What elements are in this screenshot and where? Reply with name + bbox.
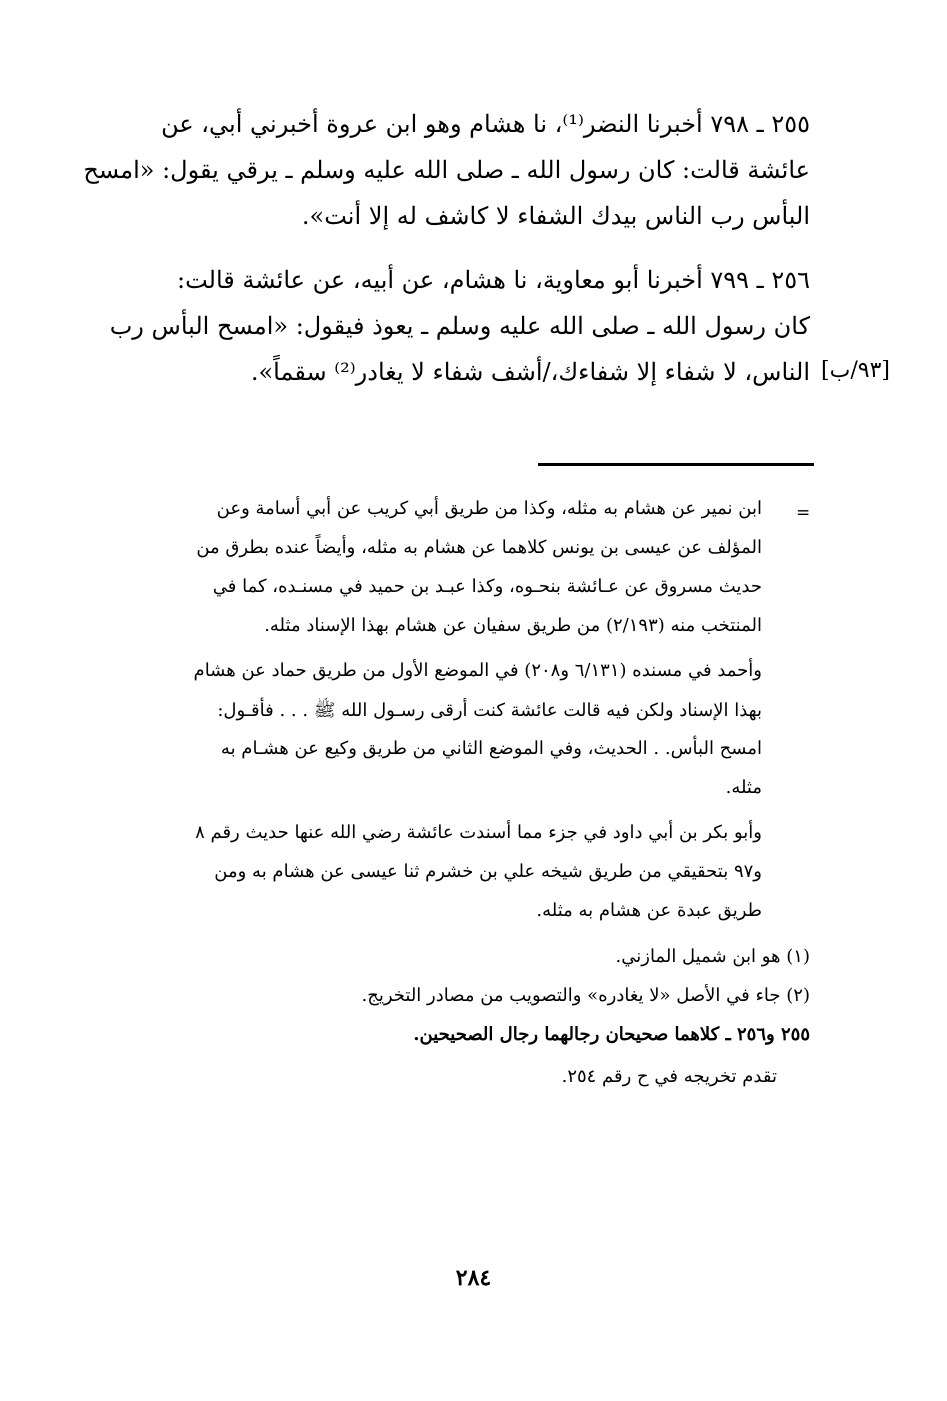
footnote-separator bbox=[538, 463, 814, 466]
footnote-2: (٢) جاء في الأصل «لا يغادره» والتصويب من مصادر التخريج. bbox=[361, 985, 810, 1006]
hadith-799-line-1: ٢٥٦ ـ ٧٩٩ أخبرنا أبو معاوية، نا هشام، عن أبيه، عن عائشة قالت: bbox=[177, 266, 810, 294]
continuation-marker: = bbox=[796, 503, 811, 523]
hadith-798-line-1: ٢٥٥ ـ ٧٩٨ أخبرنا النضر⁽¹⁾، نا هشام وهو ابن عروة أخبرني أبي، عن bbox=[161, 110, 810, 138]
page-number: ٢٨٤ bbox=[455, 1265, 492, 1291]
hadith-798-line-3: البأس رب الناس بيدك الشفاء لا كاشف له إلا أنت». bbox=[301, 202, 810, 230]
hadith-799-line-2: كان رسول الله ـ صلى الله عليه وسلم ـ يعوذ فيقول: «امسح البأس رب bbox=[109, 312, 810, 340]
hadith-799-line-3: الناس، لا شفاء إلا شفاءك،/أشف شفاء لا يغادر⁽²⁾ سقماً». bbox=[250, 358, 810, 386]
manuscript-folio-ref: [٩٣/ب] bbox=[821, 358, 890, 383]
footnote-line: امسح البأس. . الحديث، وفي الموضع الثاني من طريق وكيع عن هشـام به bbox=[220, 738, 762, 759]
hadith-798-line-2: عائشة قالت: كان رسول الله ـ صلى الله عليه وسلم ـ يرقي يقول: «امسح bbox=[83, 156, 810, 184]
footnote-line: وأحمد في مسنده (٦/١٣١ و٢٠٨) في الموضع الأول من طريق حماد عن هشام bbox=[193, 660, 762, 681]
footnote-line: و٩٧ بتحقيقي من طريق شيخه علي بن خشرم ثنا عيسى عن هشام به ومن bbox=[214, 861, 762, 882]
takhrij-note-detail: تقدم تخريجه في ح رقم ٢٥٤. bbox=[561, 1066, 777, 1087]
footnote-line: وأبو بكر بن أبي داود في جزء مما أسندت عائشة رضي الله عنها حديث رقم ٨ bbox=[195, 822, 762, 843]
footnote-line: المنتخب منه (٢/١٩٣) من طريق سفيان عن هشام بهذا الإسناد مثله. bbox=[264, 615, 762, 636]
footnote-line: طريق عبدة عن هشام به مثله. bbox=[536, 900, 762, 921]
footnote-line: المؤلف عن عيسى بن يونس كلاهما عن هشام به مثله، وأيضاً عنده بطرق من bbox=[196, 537, 762, 558]
takhrij-note: ٢٥٥ و٢٥٦ ـ كلاهما صحيحان رجالهما رجال الصحيحين. bbox=[413, 1024, 810, 1045]
footnote-line: ابن نمير عن هشام به مثله، وكذا من طريق أبي كريب عن أبي أسامة وعن bbox=[216, 498, 762, 519]
footnote-line: مثله. bbox=[725, 777, 762, 798]
footnote-line: بهذا الإسناد ولكن فيه قالت عائشة كنت أرقى رسـول الله ﷺ . . . فأقـول: bbox=[217, 700, 762, 721]
footnote-line: حديث مسروق عن عـائشة بنحـوه، وكذا عبـد بن حميد في مسنـده، كما في bbox=[212, 576, 762, 597]
footnote-1: (١) هو ابن شميل المازني. bbox=[615, 946, 810, 967]
